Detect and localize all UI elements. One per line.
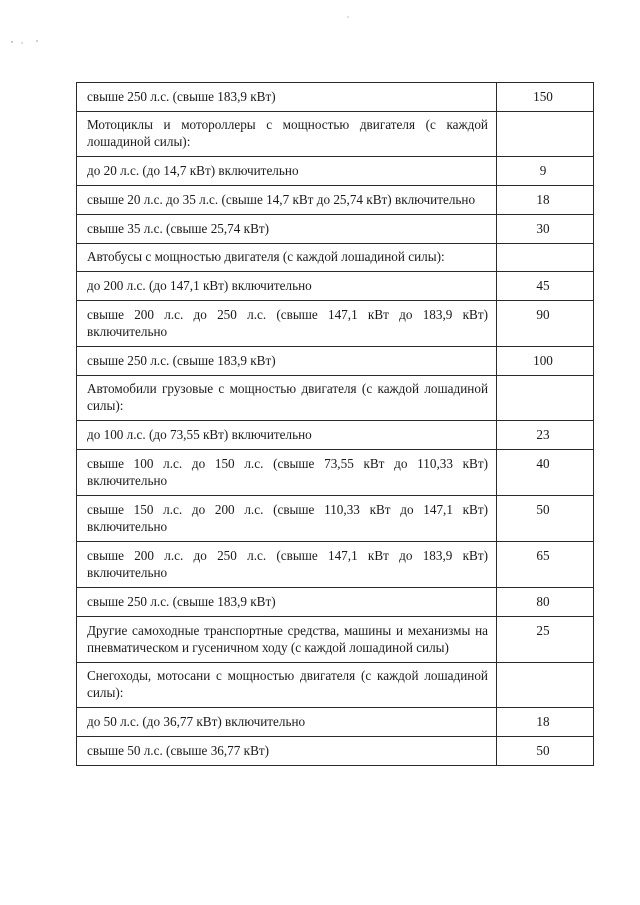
table-section-header-row [77, 663, 594, 708]
table-row [77, 301, 594, 347]
table-row [77, 708, 594, 737]
vehicle-category-cell: до 200 л.с. (до 147,1 кВт) включительно [77, 272, 497, 301]
tax-rate-cell: 30 [497, 215, 594, 244]
tax-rate-cell: 100 [497, 347, 594, 376]
vehicle-category-cell: до 100 л.с. (до 73,55 кВт) включительно [77, 421, 497, 450]
vehicle-category-cell: Мотоциклы и мотороллеры с мощностью двигателя (с каждой лошадиной силы): [77, 112, 497, 157]
tax-rate-cell: 90 [497, 301, 594, 347]
scan-speck [36, 40, 37, 41]
table-row [77, 215, 594, 244]
tax-rate-cell [497, 663, 594, 708]
tax-rate-table [76, 82, 594, 766]
table-row [77, 347, 594, 376]
tax-rate-cell: 80 [497, 588, 594, 617]
tax-rate-cell [497, 376, 594, 421]
vehicle-category-cell: свыше 50 л.с. (свыше 36,77 кВт) [77, 737, 497, 766]
tax-rate-cell: 50 [497, 737, 594, 766]
table-section-header-row [77, 244, 594, 272]
tax-rate-table-body [77, 83, 594, 766]
vehicle-category-cell: свыше 250 л.с. (свыше 183,9 кВт) [77, 83, 497, 112]
table-row [77, 450, 594, 496]
vehicle-category-cell: свыше 20 л.с. до 35 л.с. (свыше 14,7 кВт до 25,74 кВт) включительно [77, 186, 497, 215]
table-row [77, 496, 594, 542]
tax-rate-cell: 23 [497, 421, 594, 450]
table-row [77, 421, 594, 450]
table-row [77, 588, 594, 617]
table-row [77, 186, 594, 215]
tax-rate-cell: 25 [497, 617, 594, 663]
table-section-header-row [77, 112, 594, 157]
vehicle-category-cell: Снегоходы, мотосани с мощностью двигателя (с каждой лошадиной силы): [77, 663, 497, 708]
vehicle-category-cell: до 50 л.с. (до 36,77 кВт) включительно [77, 708, 497, 737]
scan-specks [0, 0, 640, 70]
scan-speck [21, 42, 22, 43]
vehicle-category-cell: Другие самоходные транспортные средства, машины и механизмы на пневматическом и гусеничном ходу (с каждой лошадиной силы) [77, 617, 497, 663]
vehicle-category-cell: до 20 л.с. (до 14,7 кВт) включительно [77, 157, 497, 186]
table-section-header-row [77, 376, 594, 421]
tax-rate-cell: 9 [497, 157, 594, 186]
vehicle-category-cell: Автомобили грузовые с мощностью двигателя (с каждой лошадиной силы): [77, 376, 497, 421]
tax-rate-cell [497, 112, 594, 157]
table-row [77, 617, 594, 663]
table-row [77, 157, 594, 186]
tax-rate-cell: 18 [497, 186, 594, 215]
scan-speck [11, 41, 12, 42]
tax-rate-cell: 45 [497, 272, 594, 301]
vehicle-category-cell: свыше 100 л.с. до 150 л.с. (свыше 73,55 кВт до 110,33 кВт) включительно [77, 450, 497, 496]
vehicle-category-cell: Автобусы с мощностью двигателя (с каждой лошадиной силы): [77, 244, 497, 272]
table-row [77, 83, 594, 112]
vehicle-category-cell: свыше 150 л.с. до 200 л.с. (свыше 110,33 кВт до 147,1 кВт) включительно [77, 496, 497, 542]
vehicle-category-cell: свыше 35 л.с. (свыше 25,74 кВт) [77, 215, 497, 244]
vehicle-category-cell: свыше 250 л.с. (свыше 183,9 кВт) [77, 347, 497, 376]
scan-speck [347, 16, 348, 17]
tax-rate-cell: 40 [497, 450, 594, 496]
table-row [77, 542, 594, 588]
tax-rate-cell [497, 244, 594, 272]
vehicle-category-cell: свыше 200 л.с. до 250 л.с. (свыше 147,1 кВт до 183,9 кВт) включительно [77, 542, 497, 588]
table-row [77, 272, 594, 301]
tax-rate-cell: 65 [497, 542, 594, 588]
tax-rate-cell: 50 [497, 496, 594, 542]
tax-rate-cell: 18 [497, 708, 594, 737]
tax-rate-cell: 150 [497, 83, 594, 112]
table-row [77, 737, 594, 766]
vehicle-category-cell: свыше 200 л.с. до 250 л.с. (свыше 147,1 кВт до 183,9 кВт) включительно [77, 301, 497, 347]
vehicle-category-cell: свыше 250 л.с. (свыше 183,9 кВт) [77, 588, 497, 617]
